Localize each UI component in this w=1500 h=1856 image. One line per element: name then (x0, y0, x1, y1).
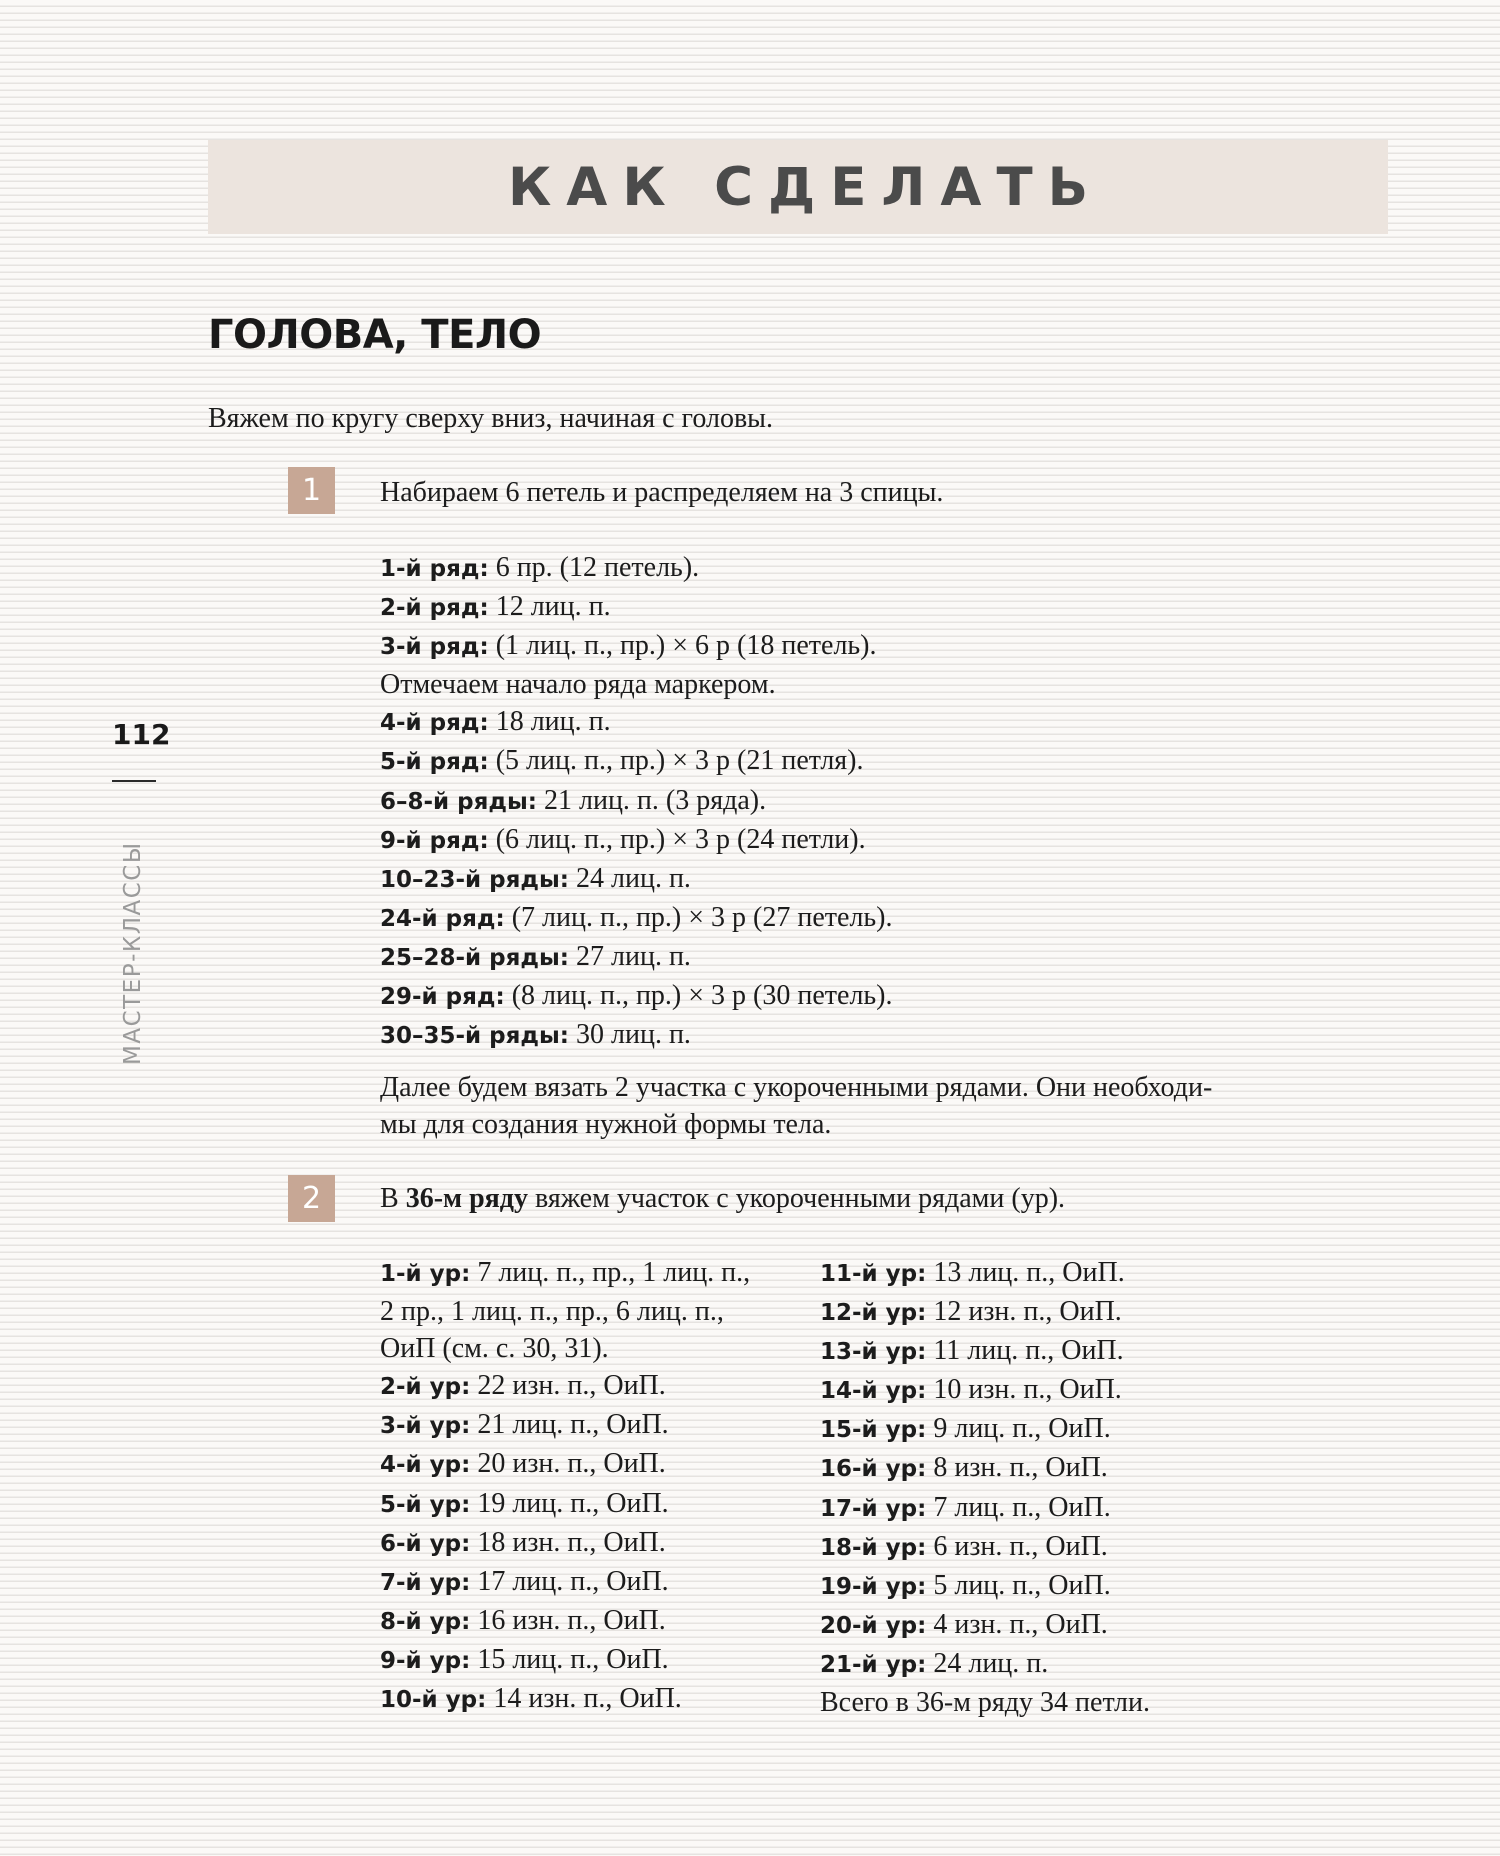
row-text: 22 изн. п., ОиП. (470, 1370, 666, 1402)
row-label: 15-й ур: (820, 1417, 927, 1444)
note-line: Далее будем вязать 2 участка с укороченными рядами. Они необходи- (380, 1072, 1213, 1103)
row-text: (8 лиц. п., пр.) × 3 р (30 петель). (504, 980, 893, 1012)
row-text: 30 лиц. п. (569, 1019, 691, 1051)
instruction-row (380, 1485, 750, 1524)
row-text: 15 лиц. п., ОиП. (470, 1643, 669, 1675)
row-text: 4 изн. п., ОиП. (926, 1608, 1108, 1640)
row-label: 1-й ряд: (380, 556, 489, 582)
row-label: 18-й ур: (820, 1534, 927, 1561)
row-text: 18 изн. п., ОиП. (470, 1526, 666, 1558)
instruction-row (380, 588, 893, 627)
row-label: 13-й ур: (820, 1339, 927, 1366)
instruction-row (820, 1606, 1150, 1645)
row-text: (7 лиц. п., пр.) × 3 р (27 петель). (504, 901, 893, 933)
row-label: 19-й ур: (820, 1573, 927, 1600)
instruction-row (820, 1293, 1150, 1332)
row-label: 30–35-й ряды: (380, 1023, 569, 1050)
row-text: Отмечаем начало ряда маркером. (380, 669, 776, 701)
row-label: 21-й ур: (820, 1651, 927, 1678)
row-label: 14-й ур: (820, 1378, 927, 1405)
instruction-row (380, 1641, 750, 1680)
instruction-row (380, 899, 893, 938)
instruction-row (380, 1016, 893, 1055)
step-2-intro-after: вяжем участок с укороченными рядами (ур). (527, 1183, 1066, 1214)
instruction-row (820, 1371, 1150, 1410)
banner-title: КАК СДЕЛАТЬ (507, 156, 1103, 218)
row-label: 4-й ряд: (380, 710, 489, 737)
step-1-intro: Набираем 6 петель и распределяем на 3 спицы. (380, 477, 944, 508)
instruction-row (380, 742, 893, 781)
row-label: 2-й ур: (380, 1374, 471, 1401)
instruction-row (380, 977, 893, 1016)
row-text: 20 изн. п., ОиП. (470, 1448, 666, 1480)
instruction-row (380, 627, 893, 666)
instruction-row (820, 1684, 1150, 1721)
row-text: 9 лиц. п., ОиП. (926, 1413, 1111, 1445)
heading-banner (208, 140, 1388, 234)
instruction-row (380, 1406, 750, 1445)
row-text: 24 лиц. п. (569, 862, 691, 894)
step-2-intro-before: В (380, 1183, 406, 1214)
row-label: 4-й ур: (380, 1452, 471, 1479)
row-label: 17-й ур: (820, 1495, 927, 1522)
row-label: 12-й ур: (820, 1300, 927, 1327)
row-text: 21 лиц. п., ОиП. (470, 1409, 669, 1441)
step-2-intro (380, 1180, 1065, 1217)
step-1-badge: 1 (288, 467, 335, 514)
row-text: 18 лиц. п. (488, 706, 611, 738)
instruction-row (380, 782, 893, 821)
row-label: 2-й ряд: (380, 595, 489, 622)
instruction-row (380, 1680, 750, 1719)
page-number-divider (112, 780, 156, 782)
row-label: 20-й ур: (820, 1612, 927, 1639)
step-1-note (380, 1069, 1212, 1143)
instruction-row (380, 1367, 750, 1406)
row-text: 11 лиц. п., ОиП. (926, 1335, 1124, 1367)
row-label: 29-й ряд: (380, 984, 505, 1011)
row-text: 24 лиц. п. (926, 1647, 1049, 1679)
row-label: 5-й ряд: (380, 749, 489, 776)
row-label: 6–8-й ряды: (380, 788, 537, 815)
row-text: 7 лиц. п., пр., 1 лиц. п., (470, 1257, 751, 1288)
instruction-row (380, 860, 893, 899)
row-text: 7 лиц. п., ОиП. (926, 1491, 1111, 1523)
instruction-row (820, 1489, 1150, 1528)
note-line: мы для создания нужной формы тела. (380, 1109, 832, 1141)
row-label: 24-й ряд: (380, 905, 505, 932)
instruction-row (820, 1645, 1150, 1684)
row-text: 13 лиц. п., ОиП. (926, 1257, 1125, 1288)
row-label: 9-й ряд: (380, 827, 489, 854)
row-label: 25–28-й ряды: (380, 944, 569, 971)
step-2-intro-bold: 36-м ряду (405, 1183, 528, 1214)
step-2-badge: 2 (288, 1175, 335, 1222)
row-text: 6 изн. п., ОиП. (926, 1530, 1108, 1562)
instruction-row (820, 1332, 1150, 1371)
row-text: 10 изн. п., ОиП. (926, 1374, 1122, 1406)
row-text: 27 лиц. п. (569, 940, 691, 972)
instruction-row (380, 1563, 750, 1602)
row-text: 12 лиц. п. (488, 591, 611, 623)
row-text: 21 лиц. п. (3 ряда). (536, 784, 767, 816)
instruction-row (380, 1330, 750, 1367)
row-text: 6 пр. (12 петель). (488, 552, 700, 583)
row-label: 10-й ур: (380, 1687, 487, 1714)
row-label: 5-й ур: (380, 1491, 471, 1518)
step-2-rows-left (380, 1254, 750, 1719)
row-label: 10–23-й ряды: (380, 866, 569, 893)
instruction-row (820, 1449, 1150, 1488)
instruction-row (820, 1410, 1150, 1449)
row-text: 8 изн. п., ОиП. (926, 1452, 1108, 1484)
instruction-row (380, 666, 893, 703)
instruction-row (380, 549, 893, 588)
instruction-row (820, 1567, 1150, 1606)
section-running-title: МАСТЕР-КЛАССЫ (120, 841, 146, 1065)
intro-text: Вяжем по кругу сверху вниз, начиная с головы. (208, 403, 773, 434)
row-text: 14 изн. п., ОиП. (486, 1683, 682, 1715)
row-label: 16-й ур: (820, 1456, 927, 1483)
section-title: ГОЛОВА, ТЕЛО (208, 312, 542, 358)
instruction-row (380, 821, 893, 860)
row-label: 3-й ур: (380, 1413, 471, 1440)
row-text: (5 лиц. п., пр.) × 3 р (21 петля). (488, 745, 864, 777)
row-text: 19 лиц. п., ОиП. (470, 1487, 669, 1519)
row-text: (6 лиц. п., пр.) × 3 р (24 петли). (488, 823, 866, 855)
row-text: 2 пр., 1 лиц. п., пр., 6 лиц. п., (380, 1296, 724, 1328)
row-label: 8-й ур: (380, 1608, 471, 1635)
step-1-rows (380, 549, 893, 1055)
row-text: Всего в 36-м ряду 34 петли. (820, 1687, 1150, 1719)
instruction-row (380, 1293, 750, 1330)
row-label: 11-й ур: (820, 1261, 927, 1287)
page-number: 112 (112, 718, 171, 751)
row-text: ОиП (см. с. 30, 31). (380, 1333, 609, 1365)
instruction-row (380, 1602, 750, 1641)
row-label: 7-й ур: (380, 1569, 471, 1596)
row-label: 1-й ур: (380, 1261, 471, 1287)
instruction-row (380, 1445, 750, 1484)
instruction-row (820, 1254, 1150, 1293)
row-label: 6-й ур: (380, 1530, 471, 1557)
row-text: (1 лиц. п., пр.) × 6 р (18 петель). (488, 630, 877, 662)
instruction-row (380, 703, 893, 742)
instruction-row (380, 938, 893, 977)
row-text: 16 изн. п., ОиП. (470, 1604, 666, 1636)
row-text: 5 лиц. п., ОиП. (926, 1569, 1111, 1601)
instruction-row (380, 1524, 750, 1563)
row-label: 9-й ур: (380, 1647, 471, 1674)
row-label: 3-й ряд: (380, 634, 489, 661)
step-2-rows-right (820, 1254, 1150, 1721)
row-text: 17 лиц. п., ОиП. (470, 1565, 669, 1597)
instruction-row (820, 1528, 1150, 1567)
instruction-row (380, 1254, 750, 1293)
row-text: 12 изн. п., ОиП. (926, 1296, 1122, 1328)
